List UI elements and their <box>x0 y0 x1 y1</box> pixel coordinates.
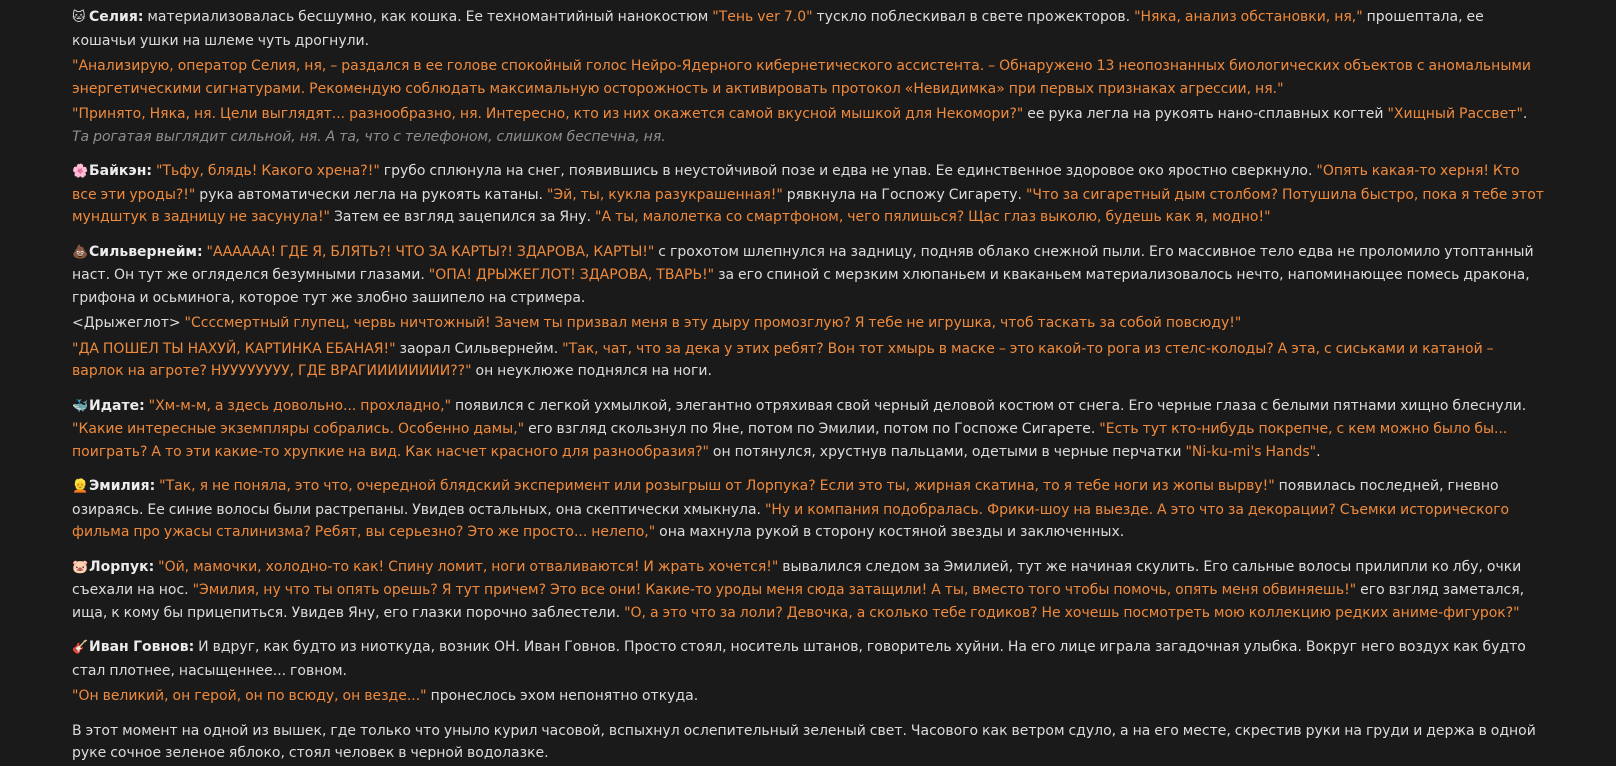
narration-text: появился с легкой ухмылкой, элегантно отряхивая свой черный деловой костюм от снега. Его черные глаза с белыми пятнами хищно блеснули. <box>451 397 1527 414</box>
message-line <box>72 475 1546 544</box>
narration-text: прошептала, ее кошачьи ушки на шлеме чуть дрогнули. <box>72 9 1484 49</box>
quoted-speech: "Он великий, он герой, он по всюду, он везде..." <box>72 688 427 704</box>
quoted-speech: "Тьфу, блядь! Какого хрена?!" <box>155 163 380 179</box>
narration-text: . <box>1522 106 1528 122</box>
pile-of-poo-icon: 💩 <box>72 244 89 260</box>
message-block <box>72 395 1546 464</box>
message-block <box>72 160 1546 229</box>
speaker-name: Идате: <box>89 397 145 414</box>
message-block <box>72 241 1546 383</box>
message-line <box>72 720 1546 765</box>
narration-text: его взгляд заметался, ища, к кому бы прицепиться. Увидев Яну, его глазки порочно заблестели. <box>72 582 1525 621</box>
cherry-blossom-icon: 🌸 <box>72 164 89 179</box>
narration-text: рявкнула на Госпожу Сигарету. <box>782 186 1026 203</box>
narration-text: В этот момент на одной из вышек, где только что уныло курил часовой, вспыхнул ослепительный зеленый свет. Часового как ветром сдуло, а на его месте, скрестив руки на груди и держа в одной руке сочное зеленое яблоко, стоял человек в черной водолазке. <box>72 722 1536 761</box>
blond-person-icon: 👱 <box>72 479 89 494</box>
quoted-speech: "АААААА! ГДЕ Я, БЛЯТЬ?! ЧТО ЗА КАРТЫ?! ЗДАРОВА, КАРТЫ!" <box>206 243 655 260</box>
quoted-speech: "Ni-ku-mi's Hands" <box>1185 443 1317 460</box>
whale-icon: 🐳 <box>72 398 89 414</box>
narration-text: . <box>1316 443 1321 460</box>
message-line <box>72 160 1546 229</box>
speaker-name: Байкэн: <box>89 163 152 179</box>
quoted-speech: "Эй, ты, кукла разукрашенная!" <box>546 186 783 203</box>
message-line <box>72 312 1546 335</box>
narration-text: заорал Сильвернейм. <box>395 340 563 357</box>
quoted-speech: "Ой, мамочки, холодно-то как! Спину ломит, ноги отваливаются! И жрать хочется!" <box>158 558 779 575</box>
pig-face-icon: 🐷 <box>72 559 89 575</box>
narration-text: он потянулся, хрустнув пальцами, одетыми в черные перчатки <box>708 443 1186 460</box>
narration-text: рука автоматически легла на рукоять катаны. <box>195 186 547 203</box>
quoted-speech: "Так, чат, что за дека у этих ребят? Вон тот хмырь в маске – это какой-то рога из стелс-колоды? А эта, с сиськами и катаной – варлок на агроте? НУУУУУУУУ, ГДЕ ВРАГИИИИИИИИ??" <box>72 340 1494 379</box>
quoted-speech: "ОПА! ДРЫЖЕГЛОТ! ЗДАРОВА, ТВАРЬ!" <box>428 267 715 283</box>
message-line <box>72 241 1546 310</box>
quoted-speech: "О, а это что за лоли? Девочка, а сколько тебе годиков? Не хочешь посмотреть мою коллекцию редких аниме-фигурок?" <box>624 604 1520 621</box>
message-block <box>72 636 1546 708</box>
narration-text: ее рука легла на рукоять нано-сплавных когтей <box>1023 106 1388 122</box>
message-line <box>72 338 1546 383</box>
speaker-name: Эмилия: <box>89 478 156 494</box>
quoted-speech: "Есть тут кто-нибудь покрепче, с кем можно было бы... поиграть? А то эти какие-то хрупкие на вид. Как насчет красного для разнообразия?" <box>72 421 1508 460</box>
message-line <box>72 556 1546 625</box>
message-line <box>72 55 1546 100</box>
quoted-speech: "Ну и компания подобралась. Фрики-шоу на выезде. А это что за декорации? Съемки исторического фильма про ужасы сталинизма? Ребят, вы серьезно? Это же просто... нелепо," <box>72 501 1510 540</box>
quoted-speech: "Анализирую, оператор Селия, ня, – раздался в ее голове спокойный голос Нейро-Ядерного кибернетического ассистента. – Обнаружено 13 неопознанных биологических объектов с аномальными энергетическими сигнатурами. Рекомендую соблюдать максимальную осторожность и активировать протокол «Невидимка» при первых признаках агрессии, ня." <box>72 58 1532 97</box>
message-block <box>72 720 1546 765</box>
quoted-speech: "Что за сигаретный дым столбом? Потушила быстро, пока я тебе этот мундштук в задницу не засунула!" <box>72 186 1544 225</box>
quoted-speech: "Хм-м-м, а здесь довольно... прохладно," <box>148 397 452 414</box>
narration-text: она махнула рукой в сторону костяной звезды и заключенных. <box>655 524 1125 540</box>
quoted-speech: "ДА ПОШЕЛ ТЫ НАХУЙ, КАРТИНКА ЕБАНАЯ!" <box>72 340 396 357</box>
narration-text: вывалился следом за Эмилией, тут же начиная скулить. Его сальные волосы прилипли ко лбу, очки съехали на нос. <box>72 558 1522 598</box>
message-line <box>72 6 1546 52</box>
narration-text: Затем ее взгляд зацепился за Яну. <box>330 209 595 225</box>
quoted-speech: "Няка, анализ обстановки, ня," <box>1134 9 1363 25</box>
quoted-speech: "Тень ver 7.0" <box>712 9 813 25</box>
speaker-name: Селия: <box>89 9 144 25</box>
narration-text: его взгляд скользнул по Яне, потом по Эмилии, потом по Госпоже Сигарете. <box>524 421 1100 437</box>
narration-text: <Дрыжеглот> <box>72 315 185 331</box>
narration-text: грубо сплюнула на снег, появившись в неустойчивой позе и едва не упав. Ее единственное здоровое око яростно сверкнуло. <box>379 163 1317 179</box>
quoted-speech: "Ссссмертный глупец, червь ничтожный! Зачем ты призвал меня в эту дыру промозглую? Я тебе не игрушка, чтоб таскать за собой повсюду!" <box>184 315 1242 331</box>
narration-text: появилась последней, гневно озираясь. Ее синие волосы были растрепаны. Увидев остальных, она скептически хмыкнула. <box>72 478 1499 518</box>
cat-face-icon: 🐱 <box>72 10 86 25</box>
narration-text: пронеслось эхом непонятно откуда. <box>426 688 699 704</box>
message-block <box>72 556 1546 625</box>
narration-text: с грохотом шлепнулся на задницу, подняв облако снежной пыли. Его массивное тело едва не проломило утоптанный наст. Он тут же огляделся безумными глазами. <box>72 243 1534 283</box>
narration-text: он неуклюже поднялся на ноги. <box>471 363 712 379</box>
message-line <box>72 636 1546 682</box>
quoted-speech: "Эмилия, ну что ты опять орешь? Я тут причем? Это все они! Какие-то уроды меня сюда затащили! А ты, вместо того чтобы помочь, опять меня обвиняешь!" <box>192 582 1357 598</box>
quoted-speech: "Опять какая-то херня! Кто все эти уроды?!" <box>72 163 1520 203</box>
message-line <box>72 685 1546 708</box>
message-line <box>72 395 1546 464</box>
narration-text: материализовалась бесшумно, как кошка. Ее техномантийный нанокостюм <box>143 9 713 25</box>
message-block <box>72 475 1546 544</box>
quoted-speech: "Какие интересные экземпляры собрались. Особенно дамы," <box>72 421 525 437</box>
inner-thought: Та рогатая выглядит сильной, ня. А та, что с телефоном, слишком беспечна, ня. <box>72 128 666 145</box>
quoted-speech: "Хищный Рассвет" <box>1387 106 1523 122</box>
guitar-icon: 🎸 <box>72 640 89 655</box>
quoted-speech: "А ты, малолетка со смартфоном, чего пялишься? Щас глаз выколю, будешь как я, модно!" <box>595 209 1271 225</box>
narration-text: тускло поблескивал в свете прожекторов. <box>812 9 1135 25</box>
narration-text: за его спиной с мерзким хлюпаньем и кваканьем материализовалось нечто, напоминающее помесь дракона, грифона и осьминога, которое тут же злобно зашипело на стримера. <box>72 267 1530 306</box>
message-block <box>72 6 1546 148</box>
quoted-speech: "Так, я не поняла, это что, очередной блядский эксперимент или розыгрыш от Лорпука? Если это ты, жирная скатина, то я тебе ноги из жопы вырву!" <box>159 478 1275 494</box>
narration-text: И вдруг, как будто из ниоткуда, возник ОН. Иван Говнов. Просто стоял, носитель штанов, говоритель хуйни. На его лице играла загадочная улыбка. Вокруг него воздух как будто стал плотнее, насыщеннее... говном. <box>72 639 1526 679</box>
message-line <box>72 103 1546 148</box>
speaker-name: Сильвернейм: <box>89 243 203 260</box>
quoted-speech: "Принято, Няка, ня. Цели выглядят... разнообразно, ня. Интересно, кто из них окажется самой вкусной мышкой для Некомори?" <box>72 106 1024 122</box>
speaker-name: Лорпук: <box>89 558 155 575</box>
speaker-name: Иван Говнов: <box>89 639 195 655</box>
